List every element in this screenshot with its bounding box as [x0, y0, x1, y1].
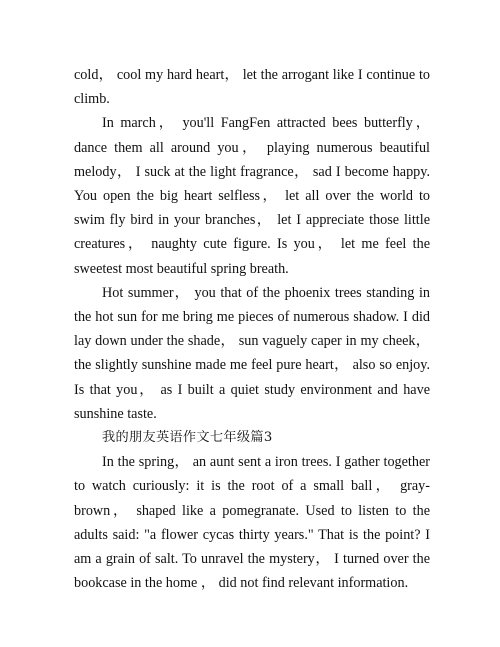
paragraph-summer: Hot summer， you that of the phoenix trees standing in the hot sun for me bring me pieces of numerous shadow. I did lay down under the shade， sun vaguely caper in my cheek， the slightly sunshine made me feel pure heart， also so enjoy. Is that you， as I built a quiet study environment and have sunshine taste.	[74, 284, 430, 422]
section-heading: 我的朋友英语作文七年级篇3	[102, 430, 273, 446]
document-body	[74, 63, 430, 595]
paragraph-continuation: cold， cool my hard heart， let the arrogant like I continue to climb.	[74, 67, 430, 108]
paragraph-spring: In the spring， an aunt sent a iron trees. I gather together to watch curiously: it is the root of a small ball， gray-brown， shaped like a pomegranate. Used to listen to the adults said: "a flower cycas thirty years." That is the point? I am a grain of salt. To unravel the mystery， I turned over the bookcase in the home ， did not find relevant information.	[74, 454, 430, 592]
paragraph-march: In march， you'll FangFen attracted bees butterfly， dance them all around you， playing numerous beautiful melody， I suck at the light fragrance， sad I become happy. You open the big heart selfless， let all over the world to swim fly bird in your branches， let I appreciate those little creatures， naughty cute figure. Is you， let me feel the sweetest most beautiful spring breath.	[74, 115, 430, 277]
